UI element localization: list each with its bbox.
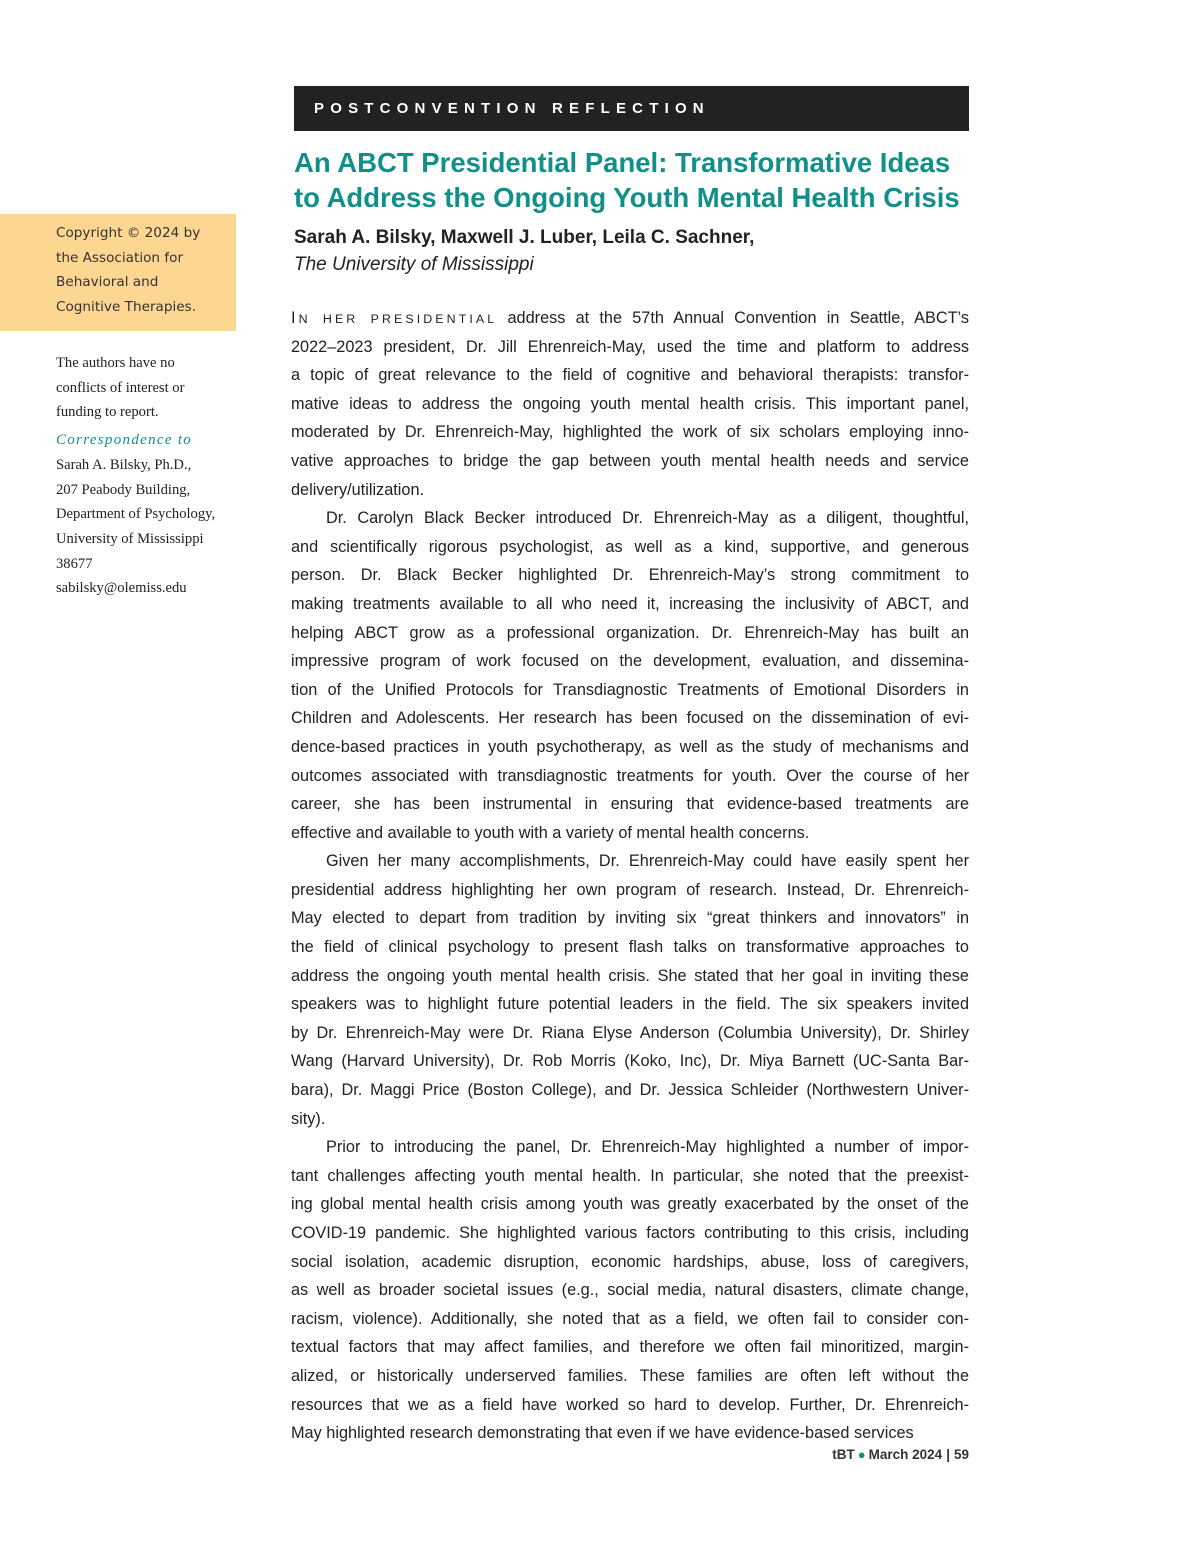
- body-line: outcomes associated with transdiagnostic treatments for youth. Over the course of her: [291, 766, 969, 785]
- body-line: ing global mental health crisis among youth was greatly exacerbated by the onset of the: [291, 1195, 969, 1214]
- body-line: making treatments available to all who need it, increasing the inclusivity of ABCT, and: [291, 594, 969, 613]
- conflicts-line: conflicts of interest or: [56, 379, 185, 396]
- body-line: Children and Adolescents. Her research has been focused on the dissemination of evi-: [291, 709, 969, 728]
- body-line: Prior to introducing the panel, Dr. Ehrenreich-May highlighted a number of impor-: [326, 1138, 969, 1157]
- copyright-line: Copyright © 2024 by: [56, 225, 201, 241]
- correspondence-line: University of Mississippi: [56, 530, 204, 547]
- sidebar-notes: [56, 351, 236, 601]
- body-line: a topic of great relevance to the field of cognitive and behavioral therapists: transfor-: [291, 366, 969, 385]
- body-line-text: address at the 57th Annual Convention in Seattle, ABCT’s: [497, 309, 969, 327]
- body-line: moderated by Dr. Ehrenreich-May, highlighted the work of six scholars employing inno-: [291, 423, 969, 442]
- body-line: effective and available to youth with a variety of mental health concerns.: [291, 823, 810, 842]
- body-line: Given her many accomplishments, Dr. Ehrenreich-May could have easily spent her: [326, 852, 969, 871]
- body-line: COVID-19 pandemic. She highlighted various factors contributing to this crisis, including: [291, 1224, 969, 1242]
- correspondence-email[interactable]: sabilsky@olemiss.edu: [56, 580, 187, 597]
- body-line: May highlighted research demonstrating that even if we have evidence-based services: [291, 1424, 914, 1443]
- body-line: mative ideas to address the ongoing youth mental health crisis. This important panel,: [291, 394, 969, 413]
- correspondence-line: Sarah A. Bilsky, Ph.D.,: [56, 456, 192, 473]
- correspondence-line: 207 Peabody Building,: [56, 481, 191, 498]
- bullet-icon: ●: [857, 1447, 866, 1462]
- body-line: Dr. Carolyn Black Becker introduced Dr. Ehrenreich-May as a diligent, thoughtful,: [326, 509, 969, 528]
- body-line: by Dr. Ehrenreich-May were Dr. Riana Elyse Anderson (Columbia University), Dr. Shirley: [291, 1023, 969, 1042]
- body-line: textual factors that may affect families, and therefore we often fail minoritized, margin-: [291, 1338, 969, 1357]
- body-line: dence-based practices in youth psychotherapy, as well as the study of mechanisms and: [291, 737, 969, 756]
- body-line: tant challenges affecting youth mental health. In particular, she noted that the preexist-: [291, 1166, 969, 1185]
- body-line: impressive program of work focused on the development, evaluation, and dissemina-: [291, 652, 969, 671]
- article-title-line: An ABCT Presidential Panel: Transformative Ideas: [294, 147, 951, 178]
- section-banner: [294, 86, 969, 131]
- body-line: 2022–2023 president, Dr. Jill Ehrenreich-May, used the time and platform to address: [291, 337, 969, 356]
- body-line: tion of the Unified Protocols for Transdiagnostic Treatments of Emotional Disorders in: [291, 680, 969, 699]
- body-line: social isolation, academic disruption, economic hardships, abuse, loss of caregivers,: [291, 1252, 969, 1271]
- conflicts-line: funding to report.: [56, 404, 159, 421]
- issue-date: March 2024: [868, 1447, 943, 1462]
- copyright-line: Cognitive Therapies.: [56, 298, 197, 315]
- body-line: and scientifically rigorous psychologist, as well as a kind, supportive, and generous: [291, 537, 969, 556]
- copyright-line: Behavioral and: [56, 274, 159, 290]
- correspondence-line: 38677: [56, 555, 93, 572]
- article-authors: Sarah A. Bilsky, Maxwell J. Luber, Leila C. Sachner,: [294, 227, 755, 248]
- article-affiliation: The University of Mississippi: [294, 254, 534, 275]
- article-title-line: to Address the Ongoing Youth Mental Health Crisis: [294, 182, 960, 213]
- body-line: delivery/utilization.: [291, 480, 425, 499]
- body-line: presidential address highlighting her own program of research. Instead, Dr. Ehrenreich-: [291, 880, 969, 899]
- conflicts-line: The authors have no: [56, 355, 175, 371]
- page-number: 59: [953, 1447, 969, 1462]
- body-line: May elected to depart from tradition by inviting six “great thinkers and innovators” in: [291, 909, 969, 928]
- body-line: helping ABCT grow as a professional organization. Dr. Ehrenreich-May has built an: [291, 623, 969, 642]
- body-line: bara), Dr. Maggi Price (Boston College), and Dr. Jessica Schleider (Northwestern Univer-: [291, 1081, 969, 1100]
- body-line: person. Dr. Black Becker highlighted Dr. Ehrenreich-May’s strong commitment to: [291, 566, 969, 585]
- lead-in-text: IN HER PRESIDENTIAL: [291, 309, 498, 327]
- copyright-notice: [0, 214, 236, 331]
- article-title: [294, 145, 994, 215]
- body-line: address the ongoing youth mental health crisis. She stated that her goal in inviting these: [291, 966, 969, 985]
- correspondence-label: Correspondence to: [56, 432, 193, 449]
- section-label: POSTCONVENTION REFLECTION: [314, 100, 710, 117]
- body-line: career, she has been instrumental in ensuring that evidence-based treatments are: [291, 795, 969, 814]
- correspondence-line: Department of Psychology,: [56, 506, 216, 523]
- separator: |: [946, 1447, 950, 1462]
- article-body: [291, 304, 969, 1448]
- body-line: [291, 304, 969, 333]
- body-line: alized, or historically underserved families. These families are often left without the: [291, 1366, 969, 1385]
- body-line: speakers was to highlight future potential leaders in the field. The six speakers invited: [291, 995, 969, 1014]
- body-line: vative approaches to bridge the gap between youth mental health needs and service: [291, 451, 969, 470]
- page-footer: [832, 1447, 969, 1462]
- copyright-line: the Association for: [56, 249, 184, 266]
- body-line: the field of clinical psychology to present flash talks on transformative approaches to: [291, 938, 969, 957]
- body-line: Wang (Harvard University), Dr. Rob Morris (Koko, Inc), Dr. Miya Barnett (UC-Santa Bar-: [291, 1052, 969, 1071]
- body-line: sity).: [291, 1109, 326, 1128]
- publication-name: tBT: [832, 1447, 855, 1462]
- body-line: racism, violence). Additionally, she noted that as a field, we often fail to consider con-: [291, 1309, 969, 1328]
- body-line: as well as broader societal issues (e.g., social media, natural disasters, climate change,: [291, 1281, 969, 1300]
- body-line: resources that we as a field have worked so hard to develop. Further, Dr. Ehrenreich-: [291, 1395, 969, 1414]
